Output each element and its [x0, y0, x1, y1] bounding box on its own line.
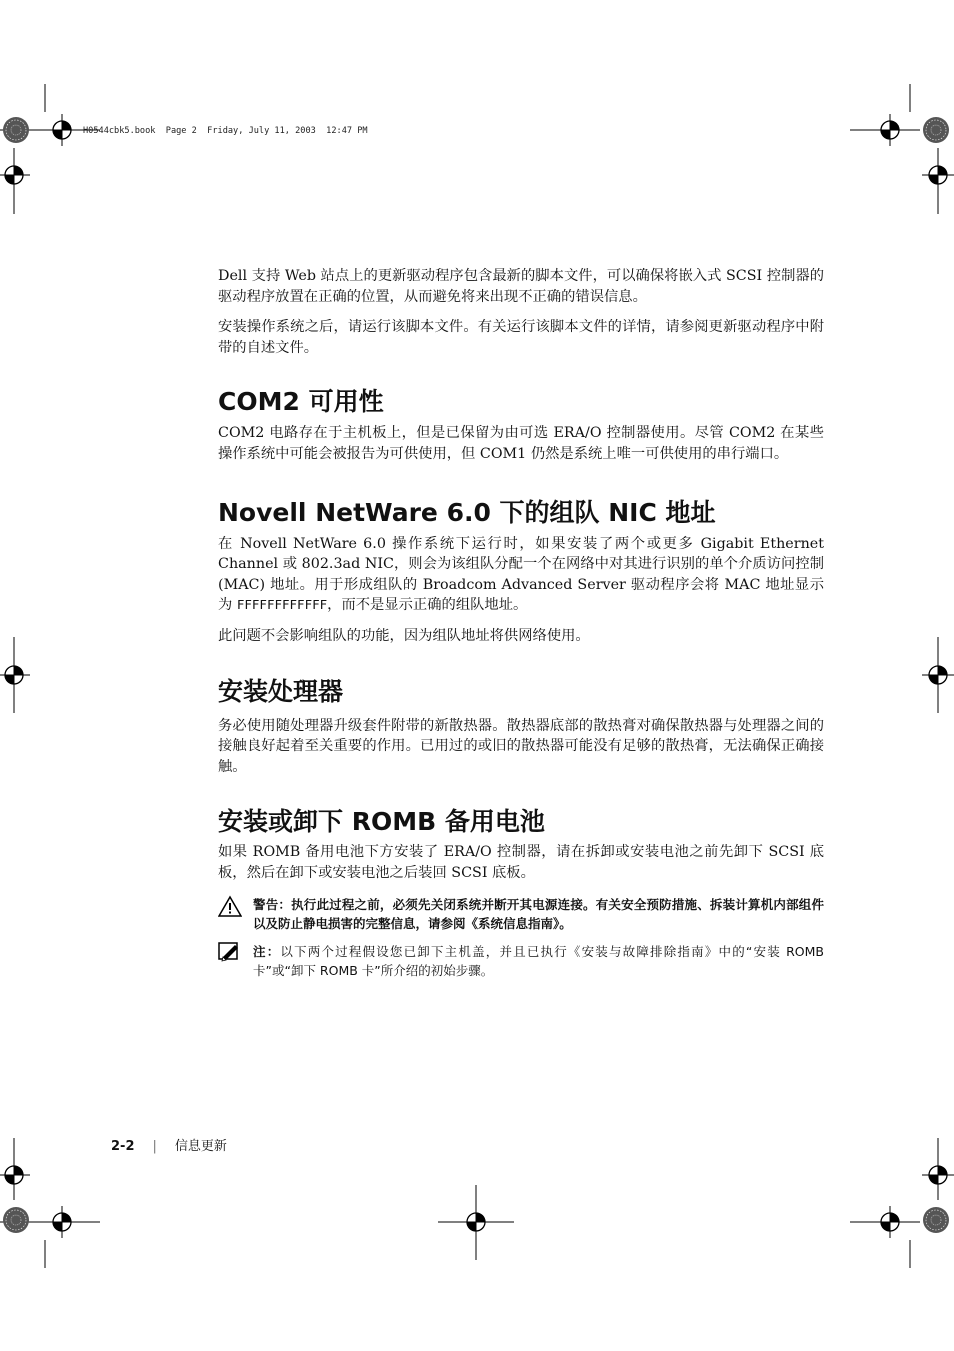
page-footer — [111, 1135, 227, 1154]
note-text: 以下两个过程假设您已卸下主机盖，并且已执行《安装与故障排除指南》中的“安装 ROMB 卡”或“卸下 ROMB 卡”所介绍的初始步骤。 — [253, 943, 824, 978]
intro-paragraph-1: Dell 支持 Web 站点上的更新驱动程序包含最新的脚本文件，可以确保将嵌入式 SCSI 控制器的驱动程序放置在正确的位置，从而避免将来出现不正确的错误信息。 — [218, 268, 824, 305]
page-number: 2-2 — [111, 1139, 135, 1154]
mac-address-code: FFFFFFFFFFFF — [236, 597, 328, 613]
registration-mark-icon — [0, 659, 30, 691]
registration-mark-icon — [0, 159, 30, 191]
note-icon — [218, 942, 240, 962]
footer-divider: | — [152, 1139, 157, 1154]
netware-paragraph-2: 此问题不会影响组队的功能，因为组队地址将供网络使用。 — [218, 627, 590, 644]
warning-text: 执行此过程之前，必须先关闭系统并断开其电源连接。有关安全预防措施、拆装计算机内部组件以及防止静电损害的完整信息，请参阅《系统信息指南》。 — [253, 896, 824, 931]
registration-mark-icon — [3, 117, 29, 143]
romb-paragraph: 如果 ROMB 备用电池下方安装了 ERA/O 控制器，请在拆卸或安装电池之前先卸下 SCSI 底板，然后在卸下或安装电池之后装回 SCSI 底板。 — [218, 844, 824, 881]
warning-icon — [218, 895, 242, 917]
netware-text: 在 Novell NetWare 6.0 操作系统下运行时，如果安装了两个或更多 Gigabit Ethernet Channel 或 802.3ad NIC，则会为该组队分配一个在网络中对其进行识别的单个介质访问控制 (MAC) 地址。用于形成组队的 Broadcom Advanced Server 驱动程序会将 MAC 地址显示为 — [218, 535, 824, 614]
section-heading-com2: COM2 可用性 — [218, 387, 384, 417]
page-content — [218, 266, 824, 980]
registration-mark-icon — [46, 114, 78, 146]
netware-paragraph-1 — [218, 534, 824, 616]
registration-mark-icon — [46, 1206, 78, 1238]
registration-mark-icon — [874, 1206, 906, 1238]
section-heading-romb: 安装或卸下 ROMB 备用电池 — [218, 807, 545, 837]
warning-notice — [218, 895, 824, 933]
registration-mark-icon — [874, 114, 906, 146]
intro-paragraph-2: 安装操作系统之后，请运行该脚本文件。有关运行该脚本文件的详情，请参阅更新驱动程序中附带的自述文件。 — [218, 319, 824, 356]
note-label: 注： — [253, 943, 281, 959]
netware-text-end: ，而不是显示正确的组队地址。 — [327, 597, 528, 614]
note-notice — [218, 942, 824, 980]
section-heading-processor: 安装处理器 — [218, 676, 344, 706]
footer-section-title: 信息更新 — [174, 1139, 227, 1154]
print-header: H0544cbk5.book Page 2 Friday, July 11, 2003 12:47 PM — [83, 126, 368, 136]
com2-paragraph: COM2 电路存在于主机板上，但是已保留为由可选 ERA/O 控制器使用。尽管 COM2 在某些操作系统中可能会被报告为可供使用，但 COM1 仍然是系统上唯一可供使用的串行端口。 — [218, 425, 824, 462]
warning-label: 警告： — [253, 896, 292, 912]
section-heading-netware: Novell NetWare 6.0 下的组队 NIC 地址 — [218, 497, 716, 527]
processor-paragraph: 务必使用随处理器升级套件附带的新散热器。散热器底部的散热膏对确保散热器与处理器之间的接触良好起着至关重要的作用。已用过的或旧的散热器可能没有足够的散热膏，无法确保正确接触。 — [218, 717, 824, 775]
registration-mark-icon — [923, 1207, 949, 1233]
registration-mark-icon — [3, 1207, 29, 1233]
registration-mark-icon — [0, 1159, 30, 1191]
registration-mark-icon — [923, 117, 949, 143]
